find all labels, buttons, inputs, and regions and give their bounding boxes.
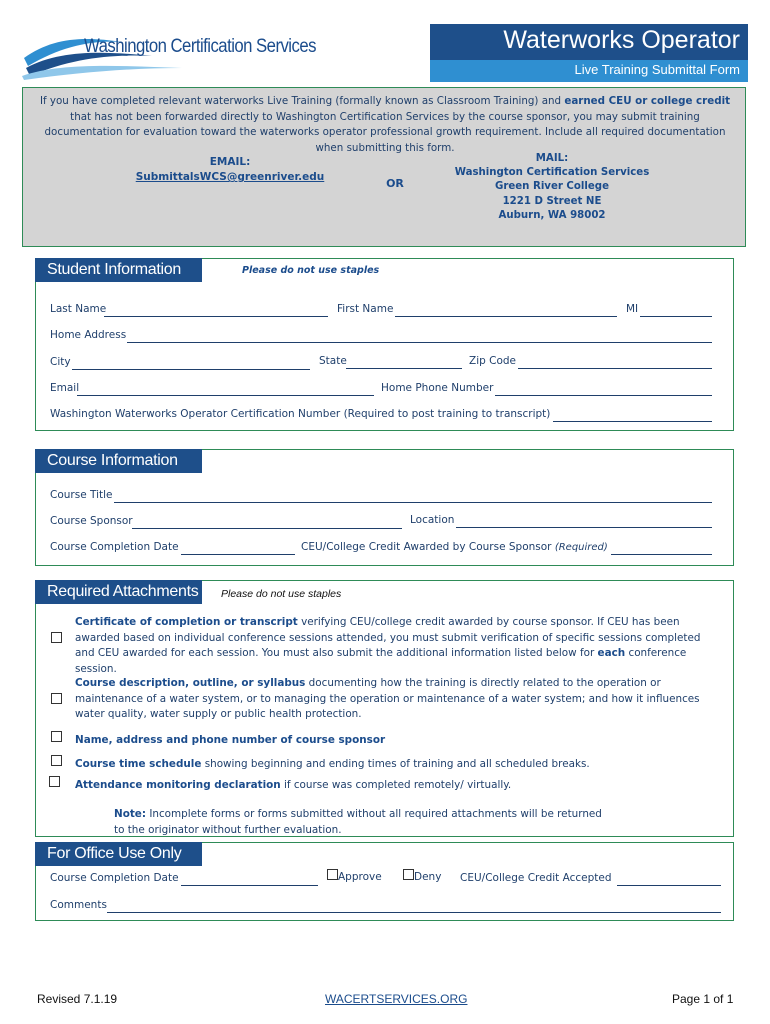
course-title-label: Course Title (50, 489, 113, 501)
cert-number-label: Washington Waterworks Operator Certification Number (Required to post training to transcript) (50, 408, 551, 420)
last-name-label: Last Name (50, 303, 107, 315)
logo-text: Washington Certification Services (84, 36, 316, 57)
form-title: Waterworks Operator (503, 26, 740, 54)
zip-field[interactable] (518, 368, 712, 369)
deny-label: Deny (414, 871, 442, 883)
location-field[interactable] (456, 527, 712, 528)
credit-field[interactable] (611, 554, 712, 555)
last-name-field[interactable] (104, 316, 328, 317)
attachments-staples-note: Please do not use staples (221, 588, 342, 600)
accepted-field[interactable] (617, 885, 721, 886)
city-label: City (50, 356, 71, 368)
student-section (35, 258, 734, 431)
completion-date-label: Course Completion Date (50, 541, 179, 553)
intro-paragraph: If you have completed relevant waterworks Live Training (formally known as Classroom Training) and earned CEU or college credit that has not been forwarded directly to Washington Certification Services by the course sponsor, you may submit training documentation for evaluation toward the waterworks operator professional growth requirement. Include all required documentation when submitting this form. (39, 95, 731, 154)
office-completion-field[interactable] (181, 885, 318, 886)
approve-label: Approve (338, 871, 382, 883)
state-field[interactable] (346, 368, 462, 369)
course-title-field[interactable] (114, 502, 712, 503)
office-completion-label: Course Completion Date (50, 872, 179, 884)
attachment-sponsor: Name, address and phone number of course sponsor (75, 734, 386, 746)
home-address-label: Home Address (50, 329, 127, 341)
attachment-schedule: Course time schedule showing beginning and ending times of training and all scheduled breaks. (75, 758, 590, 770)
student-heading: Student Information (35, 258, 202, 282)
website-link[interactable]: WACERTSERVICES.ORG (325, 992, 468, 1006)
first-name-label: First Name (337, 303, 394, 315)
home-phone-field[interactable] (495, 395, 712, 396)
schedule-checkbox[interactable] (51, 755, 62, 766)
city-field[interactable] (72, 369, 310, 370)
mi-field[interactable] (640, 316, 712, 317)
email-heading: EMAIL: (209, 156, 251, 168)
comments-label: Comments (50, 899, 107, 911)
attachment-attendance: Attendance monitoring declaration if course was completed remotely/ virtually. (75, 779, 512, 791)
mail-address: MAIL: Washington Certification Services Green River College 1221 D Street NE Auburn, WA 98002 (454, 153, 650, 221)
completion-date-field[interactable] (181, 554, 295, 555)
attachment-description: Course description, outline, or syllabus documenting how the training is directly related to the operation or maintenance of a water system, or to managing the operation or maintenance of a water system; and how it influences water quality, water supply or public health protection. (75, 677, 700, 720)
attachment-certificate: Certificate of completion or transcript verifying CEU/college credit awarded by course sponsor. If CEU has been awarded based on individual conference sessions attended, you must submit verification of specific sessions completed and CEU awarded for each session. You must also submit the additional information listed below for each conference session. (75, 616, 701, 675)
course-heading: Course Information (35, 449, 202, 473)
cert-number-field[interactable] (553, 421, 712, 422)
description-checkbox[interactable] (51, 693, 62, 704)
mi-label: MI (626, 303, 639, 315)
certificate-checkbox[interactable] (51, 632, 62, 643)
or-label: OR (386, 177, 404, 190)
course-sponsor-label: Course Sponsor (50, 515, 133, 527)
email-link[interactable]: SubmittalsWCS@greenriver.edu (135, 171, 325, 183)
credit-label: CEU/College Credit Awarded by Course Sponsor (Required) (301, 541, 608, 553)
page-number: Page 1 of 1 (672, 992, 734, 1006)
approve-checkbox[interactable] (327, 869, 338, 880)
state-label: State (319, 355, 347, 367)
office-heading: For Office Use Only (35, 842, 202, 866)
attachments-heading: Required Attachments (35, 580, 202, 604)
email-field[interactable] (77, 395, 374, 396)
form-subtitle: Live Training Submittal Form (574, 62, 740, 77)
course-sponsor-field[interactable] (132, 528, 402, 529)
revised-date: Revised 7.1.19 (37, 992, 118, 1006)
student-staples-note: Please do not use staples (242, 265, 380, 276)
attachments-note: Note: Incomplete forms or forms submitted without all required attachments will be returned to the originator without further evaluation. (114, 808, 602, 836)
email-label: Email (50, 382, 80, 394)
deny-checkbox[interactable] (403, 869, 414, 880)
sponsor-checkbox[interactable] (51, 731, 62, 742)
home-address-field[interactable] (127, 342, 712, 343)
first-name-field[interactable] (395, 316, 617, 317)
comments-field[interactable] (107, 912, 721, 913)
home-phone-label: Home Phone Number (381, 382, 494, 394)
zip-label: Zip Code (469, 355, 516, 367)
accepted-label: CEU/College Credit Accepted (460, 872, 612, 884)
location-label: Location (410, 514, 455, 526)
attendance-checkbox[interactable] (49, 776, 60, 787)
